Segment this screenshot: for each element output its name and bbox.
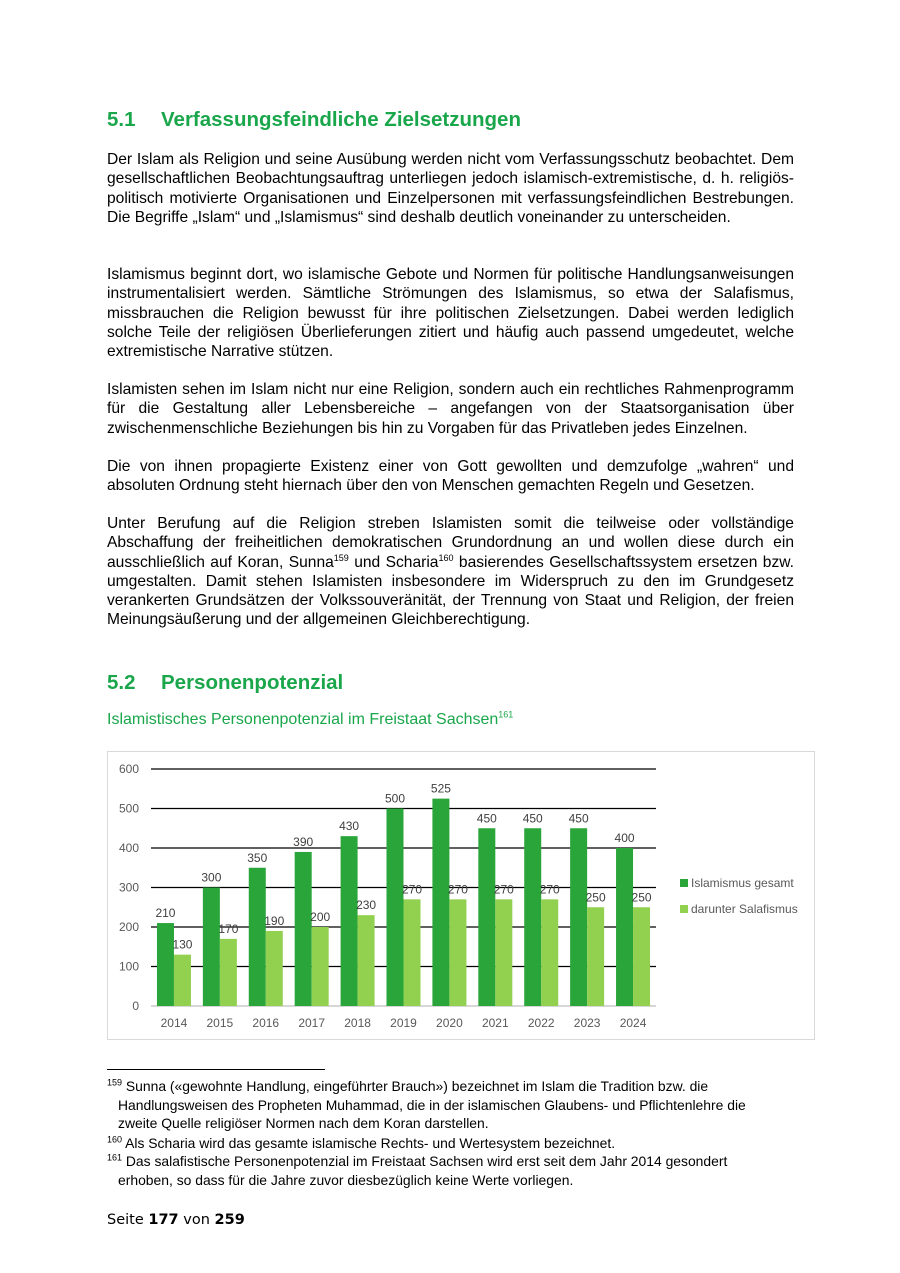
data-label: 170 <box>218 921 239 936</box>
chart-title: Islamistisches Personenpotenzial im Freistaat Sachsen$^{161}$ <box>107 709 514 728</box>
data-label: 400 <box>614 831 635 845</box>
footnote-rule <box>107 1069 325 1070</box>
bar-islamismus <box>616 848 633 1006</box>
section-number: 5.1 <box>107 108 136 131</box>
legend-swatch <box>680 905 688 913</box>
data-label: 450 <box>568 811 589 826</box>
x-tick-label: 2021 <box>481 1016 509 1030</box>
legend-swatch <box>680 879 688 887</box>
bar-salafismus <box>174 955 191 1006</box>
section-heading-5-1 <box>107 108 521 132</box>
paragraph-5: Unter Berufung auf die Religion streben Islamisten somit die teilweise oder vollständige Abschaffung der freiheitlichen demokratischen Grundordnung an und wollen diese durch ein ausschließlich auf Koran, Sunna$^{159}$ und Scharia$^{160}$ basierendes Gesellschaftssystem ersetzen bzw. umgestalten. Damit stehen Islamisten insbesondere im Widerspruch zu den im Grundgesetz verankerten Grundsätzen der Volkssouveränität, der Trennung von Staat und Religion, der freien Meinungsäußerung und der allgemeinen Gleichberechtigung. <box>107 515 794 629</box>
bar-salafismus <box>266 931 283 1006</box>
footnote-ref-160[interactable]: 160 <box>438 552 454 563</box>
paragraph-4: Die von ihnen propagierte Existenz einer von Gott gewollten und demzufolge „wahren“ und absoluten Ordnung steht hiernach über den von Menschen gemachten Regeln und Gesetzen. <box>107 458 794 495</box>
data-label: 350 <box>247 850 268 865</box>
bar-islamismus <box>432 799 449 1006</box>
bar-islamismus <box>249 868 266 1006</box>
bar-salafismus <box>312 927 329 1006</box>
y-tick-label: 200 <box>118 920 139 934</box>
bar-salafismus <box>404 899 421 1006</box>
x-tick-label: 2016 <box>252 1016 280 1030</box>
bar-salafismus <box>587 907 604 1006</box>
data-label: 450 <box>522 811 543 826</box>
chart-canvas <box>108 752 816 1041</box>
data-label: 130 <box>172 937 193 952</box>
page-footer: Seite 177 von 259 <box>107 1212 245 1228</box>
footnote-161: $^{161}$ Das salafistische Personenpotenzial im Freistaat Sachsen wird erst seit dem Jahr 2014 gesondert erhoben, so dass für die Jahre zuvor diesbezüglich keine Werte vorliegen. <box>107 1152 728 1188</box>
footnote-159: $^{159}$ Sunna («gewohnte Handlung, eingeführter Brauch») bezeichnet im Islam die Tradition bzw. die Handlungsweisen des Propheten Muhammad, die in der islamischen Glaubens- und Pflichtenlehre die zweite Quelle religiöser Normen nach dem Koran darstellen. <box>107 1077 746 1131</box>
y-tick-label: 500 <box>118 801 139 816</box>
y-tick-label: 100 <box>118 959 139 974</box>
data-label: 250 <box>631 890 652 905</box>
data-label: 390 <box>293 834 314 849</box>
data-label: 300 <box>201 870 222 885</box>
current-page: 177 <box>148 1212 179 1228</box>
x-tick-label: 2023 <box>573 1016 601 1030</box>
total-pages: 259 <box>214 1212 245 1228</box>
bar-salafismus <box>495 899 512 1006</box>
bar-islamismus <box>295 852 312 1006</box>
bar-islamismus <box>478 828 495 1006</box>
data-label: 270 <box>539 882 560 897</box>
x-tick-label: 2015 <box>206 1016 234 1030</box>
bar-salafismus <box>449 899 466 1006</box>
paragraph-3: Islamisten sehen im Islam nicht nur eine Religion, sondern auch ein rechtliches Rahmenprogramm für die Gestaltung aller Lebensbereiche – angefangen von der Staatsorganisation über zwischenmenschliche Beziehungen bis hin zu Vorgaben für das Privatleben jedes Einzelnen. <box>107 381 794 437</box>
bar-salafismus <box>220 939 237 1006</box>
bar-salafismus <box>633 907 650 1006</box>
data-label: 190 <box>264 913 285 928</box>
bar-islamismus <box>570 828 587 1006</box>
data-label: 525 <box>430 781 451 796</box>
footnote-ref-161[interactable]: 161 <box>498 709 514 720</box>
data-label: 450 <box>476 811 497 826</box>
bar-salafismus <box>541 899 558 1006</box>
legend-label: darunter Salafismus <box>691 902 798 916</box>
x-tick-label: 2014 <box>160 1016 188 1030</box>
bar-chart <box>107 751 815 1040</box>
data-label: 500 <box>384 791 406 806</box>
paragraph-1: Der Islam als Religion und seine Ausübung werden nicht vom Verfassungsschutz beobachtet. Dem gesellschaftlichen Beobachtungsauftrag unterliegen jedoch islamisch-extremistische, d. h. religiös-politisch motivierte Organisationen und Einzelpersonen mit verfassungsfeindlichen Bestrebungen. Die Begriffe „Islam“ und „Islamismus“ sind deshalb deutlich voneinander zu unterscheiden. <box>107 151 794 226</box>
x-tick-label: 2022 <box>527 1016 555 1030</box>
footnote-160: $^{160}$ Als Scharia wird das gesamte islamische Rechts- und Wertesystem bezeichnet. <box>107 1134 616 1151</box>
data-label: 210 <box>155 906 176 921</box>
y-tick-label: 400 <box>118 841 139 855</box>
x-tick-label: 2018 <box>344 1016 371 1030</box>
y-tick-label: 600 <box>118 762 139 776</box>
section-number: 5.2 <box>107 671 136 694</box>
legend-label: Islamismus gesamt <box>691 876 794 890</box>
x-tick-label: 2020 <box>436 1016 463 1030</box>
data-label: 200 <box>310 910 331 924</box>
data-label: 270 <box>493 882 514 897</box>
x-tick-label: 2024 <box>619 1016 647 1030</box>
data-label: 230 <box>356 898 377 913</box>
x-tick-label: 2017 <box>298 1016 326 1030</box>
data-label: 430 <box>339 819 360 834</box>
bar-islamismus <box>341 836 358 1006</box>
bar-islamismus <box>387 809 404 1007</box>
section-title: Personenpotenzial <box>161 671 344 694</box>
paragraph-2: Islamismus beginnt dort, wo islamische Gebote und Normen für politische Handlungsanweisungen instrumentalisiert werden. Sämtliche Strömungen des Islamismus, so etwa der Salafismus, missbrauchen die Religion bewusst für ihre politischen Zielsetzungen. Dabei werden lediglich solche Teile der religiösen Überlieferungen zitiert und häufig auch passend umgedeutet, welche extremistische Narrative stützen. <box>107 266 794 361</box>
data-label: 250 <box>585 890 606 905</box>
y-tick-label: 300 <box>118 880 139 895</box>
bar-islamismus <box>524 828 541 1006</box>
bar-salafismus <box>358 915 375 1006</box>
footnote-ref-159[interactable]: 159 <box>333 552 349 563</box>
bar-islamismus <box>203 888 220 1007</box>
bar-islamismus <box>157 923 174 1006</box>
y-tick-label: 0 <box>132 999 139 1013</box>
section-title: Verfassungsfeindliche Zielsetzungen <box>161 108 521 131</box>
section-heading-5-2 <box>107 671 343 695</box>
data-label: 270 <box>447 882 468 897</box>
x-tick-label: 2019 <box>390 1016 417 1030</box>
data-label: 270 <box>401 882 423 897</box>
